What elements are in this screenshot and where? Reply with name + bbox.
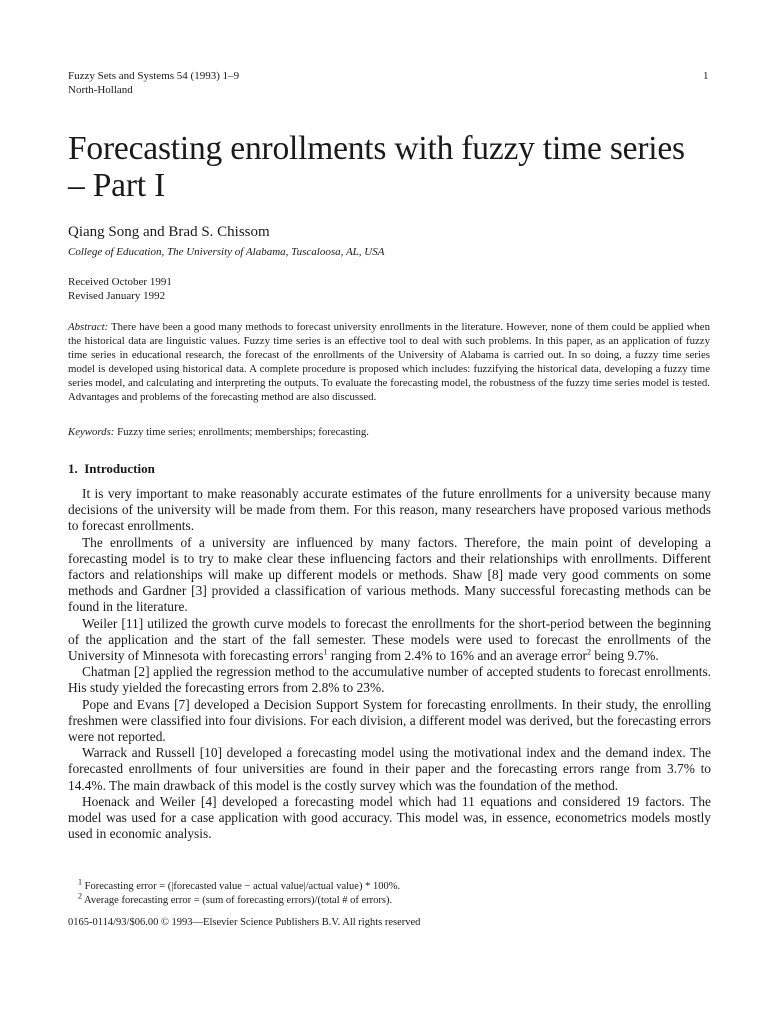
footnotes (78, 877, 401, 908)
journal-citation (68, 69, 239, 97)
footnote-ref-1: 1 (323, 647, 328, 657)
revised-date: Revised January 1992 (68, 290, 166, 302)
footnote-1-mark: 1 (78, 877, 82, 887)
paragraph-4: Chatman [2] applied the regression method to the accumulative number of accepted students to forecast enrollments. His study yielded the forecasting errors from 2.8% to 23%. (68, 664, 711, 696)
paragraph-1: It is very important to make reasonably accurate estimates of the future enrollments for a university because many decisions of the university will be made from them. For this reason, many researchers have proposed various methods to forecast enrollments. (68, 486, 711, 534)
copyright-line: 0165-0114/93/$06.00 © 1993—Elsevier Science Publishers B.V. All rights reserved (68, 917, 421, 928)
section-title: Introduction (84, 461, 155, 476)
received-date: Received October 1991 (68, 276, 172, 288)
footnote-ref-2: 2 (587, 647, 592, 657)
publisher-line: North-Holland (68, 84, 133, 96)
keywords-label: Keywords: (68, 426, 115, 438)
body-text (68, 486, 711, 842)
footnote-2 (78, 891, 400, 908)
paragraph-3-part-b: ranging from 2.4% to 16% and an average error (327, 648, 588, 664)
paper-title: Forecasting enrollments with fuzzy time series – Part I (68, 130, 685, 204)
authors: Qiang Song and Brad S. Chissom (68, 224, 270, 240)
abstract-label: Abstract: (68, 321, 109, 333)
received-dates (68, 275, 172, 303)
paragraph-3 (68, 616, 711, 665)
affiliation: College of Education, The University of Alabama, Tuscaloosa, AL, USA (68, 246, 385, 258)
paragraph-7: Hoenack and Weiler [4] developed a forecasting model which had 11 equations and considered 19 factors. The model was used for a case application with good accuracy. This model was, in essence, econometrics models mostly used in economic analysis. (68, 793, 711, 842)
paragraph-3-part-a: Weiler [11] utilized the growth curve models to forecast the enrollments for the short-period between the beginning of the application and the start of the fall semester. These models were used to forecast the enrollments of the University of Minnesota with forecasting errors (68, 615, 711, 664)
keywords-text: Fuzzy time series; enrollments; memberships; forecasting. (117, 426, 369, 438)
footnote-1 (78, 877, 401, 894)
footnote-2-mark: 2 (78, 891, 82, 901)
paragraph-6: Warrack and Russell [10] developed a forecasting model using the motivational index and the demand index. The forecasted enrollments of four universities are found in their paper and the forecasting errors range from 3.7% to 14.4%. The main drawback of this model is the costly survey which was the foundation of the method. (68, 745, 711, 793)
journal-line: Fuzzy Sets and Systems 54 (1993) 1–9 (68, 70, 240, 82)
page-number: 1 (703, 70, 709, 82)
abstract-text: There have been a good many methods to forecast university enrollments in the literature. However, none of them could be applied when the historical data are linguistic values. Fuzzy time series is an effective tool to deal with such problems. In this paper, as an application of fuzzy time series in educational research, the forecast of the enrollments of the University of Alabama is carried out. In so doing, a fuzzy time series model is developed using historical data. A complete procedure is proposed which includes: fuzzifying the historical data, developing a fuzzy time series model, and calculating and interpreting the outputs. To evaluate the forecasting model, the robustness of the fuzzy time series model is tested. Advantages and problems of the forecasting method are also discussed. (68, 321, 710, 403)
keywords (68, 425, 369, 439)
footnote-2-text: Average forecasting error = (sum of forecasting errors)/(total # of errors). (84, 895, 393, 906)
section-heading (68, 461, 155, 477)
paragraph-2: The enrollments of a university are influenced by many factors. Therefore, the main point of developing a forecasting model is to try to make clear these influencing factors and their relationships with enrollments. Different factors and relationships will make up different models or methods. Shaw [8] made very good comments on some methods and Gardner [3] provided a classification of various methods. Many successful forecasting methods can be found in the literature. (68, 534, 711, 615)
section-number: 1. (68, 461, 78, 476)
paragraph-5: Pope and Evans [7] developed a Decision Support System for forecasting enrollments. In their study, the enrolling freshmen were classified into four divisions. For each division, a different model was derived, but the forecasting errors were not reported. (68, 696, 711, 745)
footnote-1-text: Forecasting error = (|forecasted value − actual value|/actual value) * 100%. (84, 881, 401, 892)
paragraph-3-part-c: being 9.7%. (591, 648, 659, 664)
abstract (68, 320, 710, 404)
